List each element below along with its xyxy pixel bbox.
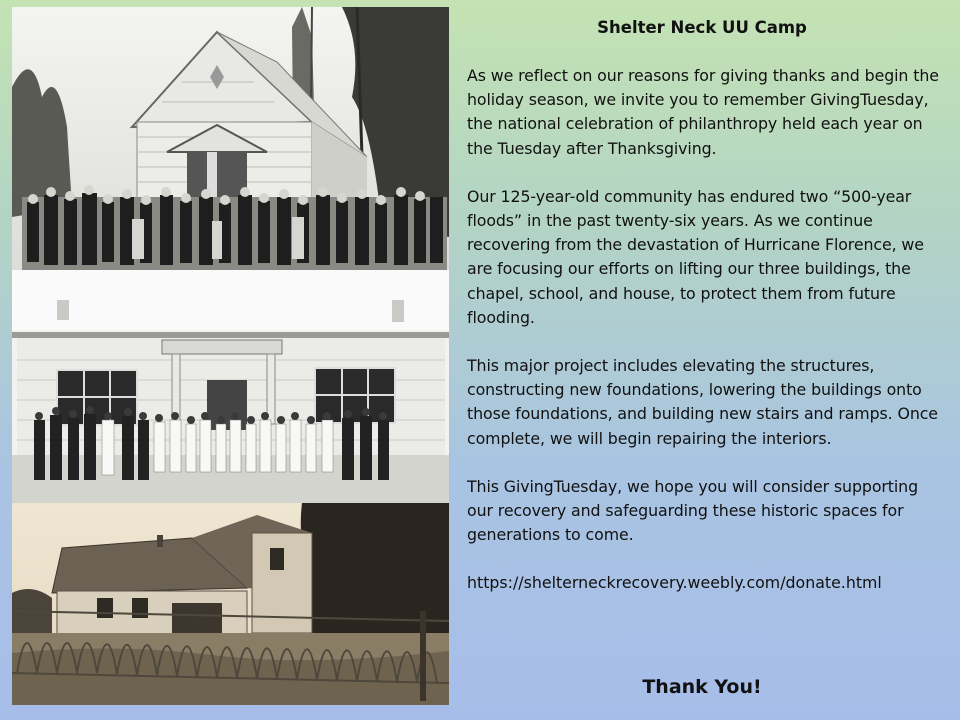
chapel-photo	[12, 7, 449, 270]
paragraph-floods: Our 125-year-old community has endured two “500-year floods” in the past twenty-six years. As we continue recovering from the devastation of Hurricane Florence, we are focusing our efforts on lifting our three buildings, the chapel, school, and house, to protect them from future flooding.	[467, 186, 924, 327]
paragraph-project: This major project includes elevating the structures, constructing new foundations, lowering the buildings onto those foundations, and building new stairs and ramps. Once complete, we will begin repairing the interiors.	[467, 356, 938, 448]
photo-column	[12, 7, 449, 705]
school-photo	[12, 270, 449, 503]
donate-link[interactable]: https://shelterneckrecovery.weebly.com/donate.html	[467, 573, 882, 593]
paragraph-appeal: This GivingTuesday, we hope you will consider supporting our recovery and safeguarding these historic spaces for generations to come.	[467, 476, 918, 545]
house-photo	[12, 503, 449, 705]
letter-body	[467, 18, 947, 595]
page-title: Shelter Neck UU Camp	[597, 18, 807, 37]
paragraph-intro: As we reflect on our reasons for giving thanks and begin the holiday season, we invite you to remember GivingTuesday, the national celebration of philanthropy held each year on the Tuesday after Thanksgiving.	[467, 66, 939, 158]
closing-thank-you: Thank You!	[642, 676, 762, 698]
